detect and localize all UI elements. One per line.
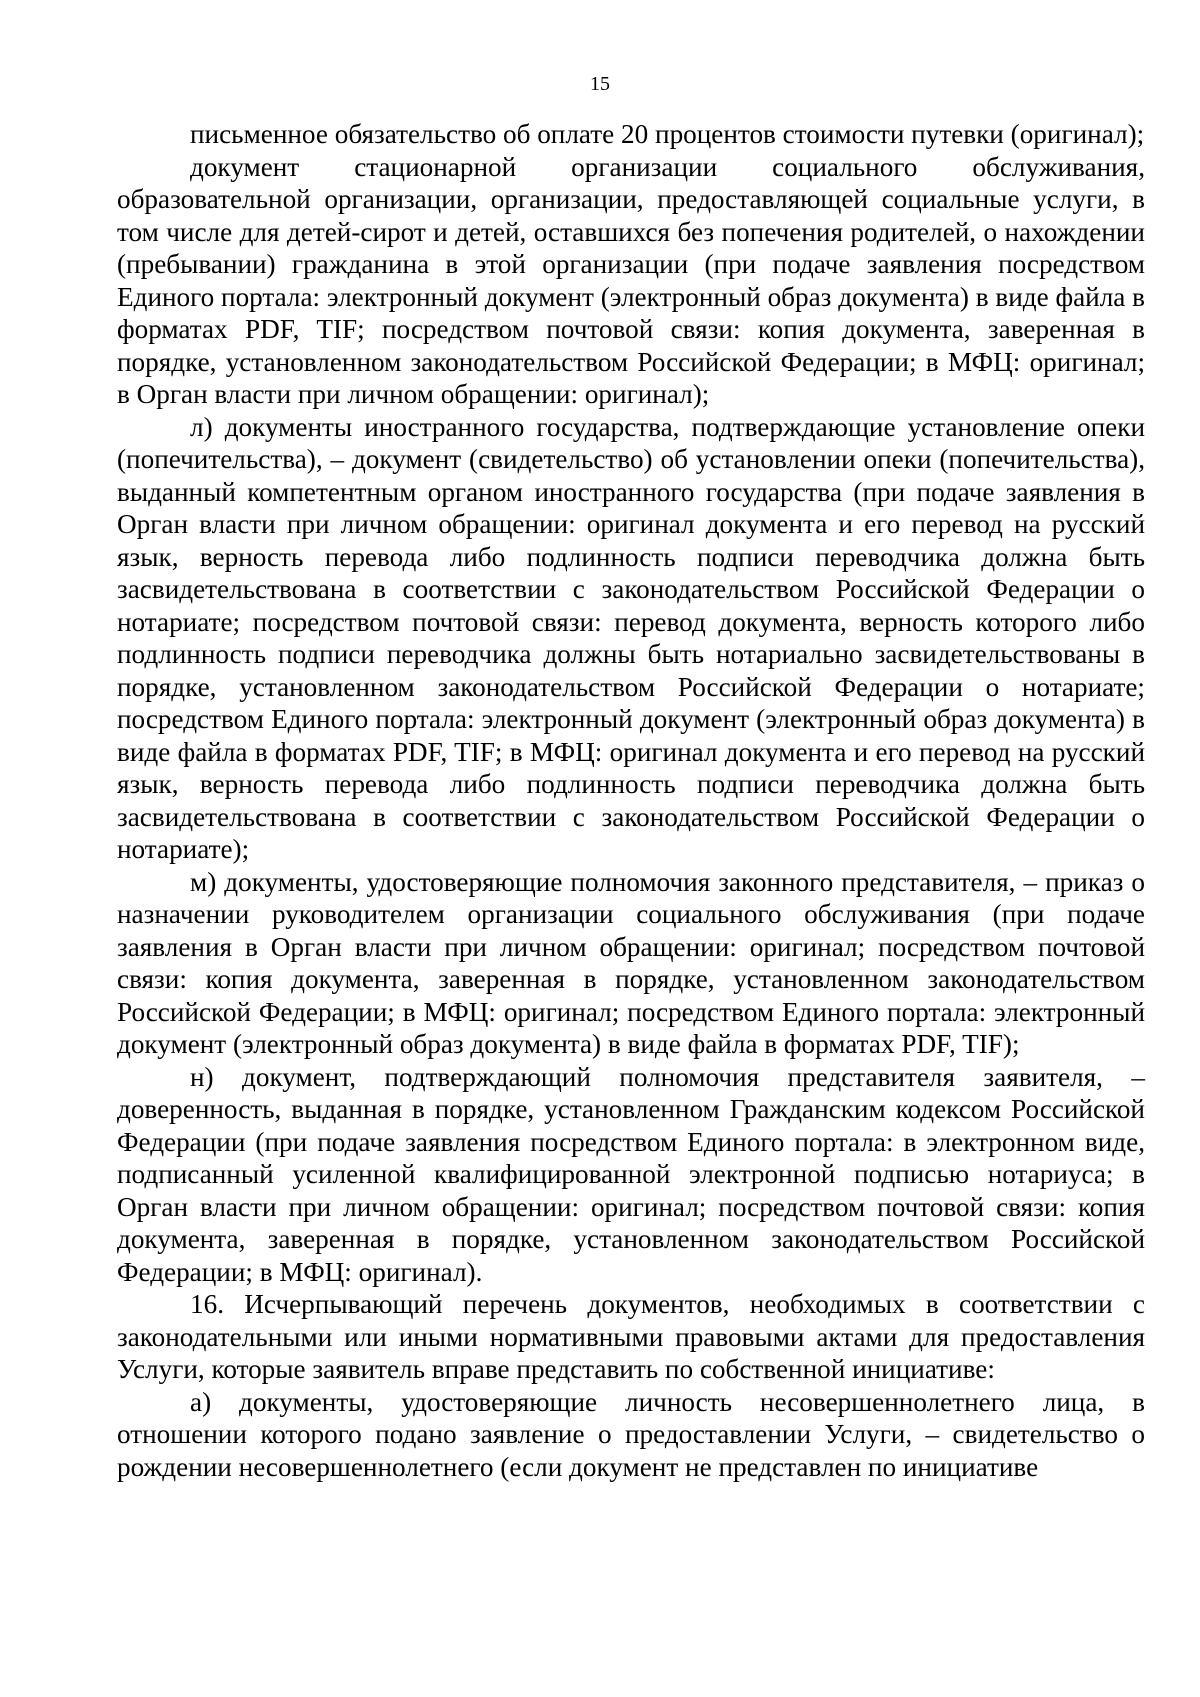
paragraph-m-legal-representative-documents: м) документы, удостоверяющие полномочия законного представителя, – приказ о назначении руководителем организации социального обслуживания (при подаче заявления в Орган власти при личном обращении: оригинал; посредством почтовой связи: копия документа, заверенная в порядке, установленном законодательством Российской Федерации; в МФЦ: оригинал; посредством Единого портала: электронный документ (электронный образ документа) в виде файла в форматах PDF, TIF); bbox=[117, 866, 1145, 1059]
paragraph-n-representative-authority-document: н) документ, подтверждающий полномочия представителя заявителя, – доверенность, выданная в порядке, установленном Гражданским кодексом Российской Федерации (при подаче заявления посредством Единого портала: в электронном виде, подписанный усиленной квалифицированной электронной подписью нотариуса; в Орган власти при личном обращении: оригинал; посредством почтовой связи: копия документа, заверенная в порядке, установленном законодательством Российской Федерации; в МФЦ: оригинал). bbox=[117, 1061, 1145, 1287]
paragraph-residential-organization-document: документ стационарной организации социального обслуживания, образовательной организации, организации, предоставляющей социальные услуги, в том числе для детей-сирот и детей, оставшихся без попечения родителей, о нахождении (пребывании) гражданина в этой организации (при подаче заявления посредством Единого портала: электронный документ (электронный образ документа) в виде файла в форматах PDF, TIF; посредством почтовой связи: копия документа, заверенная в порядке, установленном законодательством Российской Федерации; в МФЦ: оригинал; в Орган власти при личном обращении: оригинал); bbox=[117, 151, 1145, 409]
page-number: 15 bbox=[590, 73, 610, 95]
document-body bbox=[117, 118, 1145, 1483]
paragraph-l-foreign-guardianship-documents: л) документы иностранного государства, подтверждающие установление опеки (попечительства), – документ (свидетельство) об установлении опеки (попечительства), выданный компетентным органом иностранного государства (при подаче заявления в Орган власти при личном обращении: оригинал документа и его перевод на русский язык, верность перевода либо подлинность подписи переводчика должна быть засвидетельствована в соответствии с законодательством Российской Федерации о нотариате; посредством почтовой связи: перевод документа, верность которого либо подлинность подписи переводчика должны быть нотариально засвидетельствованы в порядке, установленном законодательством Российской Федерации о нотариате; посредством Единого портала: электронный документ (электронный образ документа) в виде файла в форматах PDF, TIF; в МФЦ: оригинал документа и его перевод на русский язык, верность перевода либо подлинность подписи переводчика должна быть засвидетельствована в соответствии с законодательством Российской Федерации о нотариате); bbox=[117, 411, 1145, 864]
paragraph-payment-obligation: письменное обязательство об оплате 20 процентов стоимости путевки (оригинал); bbox=[190, 119, 1145, 149]
paragraph-a-minor-identity-documents: а) документы, удостоверяющие личность несовершеннолетнего лица, в отношении которого подано заявление о предоставлении Услуги, – свидетельство о рождении несовершеннолетнего (если документ не представлен по инициативе bbox=[117, 1386, 1145, 1482]
paragraph-16-optional-documents-list: 16. Исчерпывающий перечень документов, необходимых в соответствии с законодательными или иными нормативными правовыми актами для предоставления Услуги, которые заявитель вправе представить по собственной инициативе: bbox=[117, 1289, 1145, 1384]
